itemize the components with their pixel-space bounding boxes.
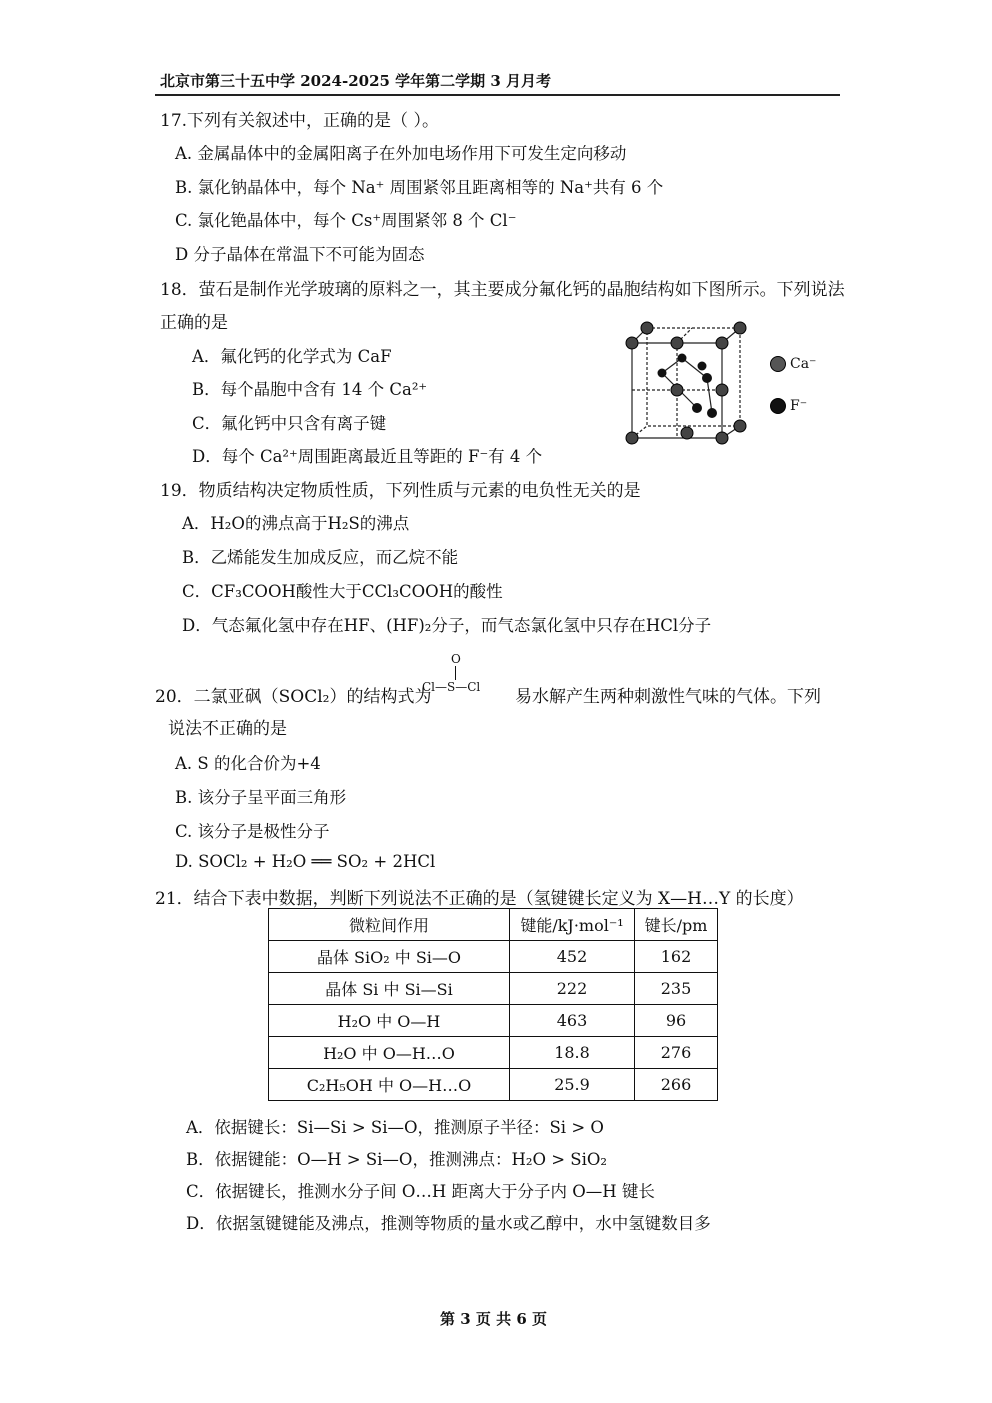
table-cell: H₂O 中 O—H	[269, 1005, 510, 1037]
table-header: 键长/pm	[635, 909, 718, 941]
table-row	[269, 1069, 718, 1101]
q20-option-c: C. 该分子是极性分子	[175, 822, 330, 841]
table-cell: 266	[635, 1069, 718, 1101]
q21-option-c: C．依据键长，推测水分子间 O…H 距离大于分子内 O—H 键长	[186, 1182, 655, 1201]
q21-option-d: D．依据氢键键能及沸点，推测等物质的量水或乙醇中，水中氢键数目多	[186, 1214, 711, 1233]
page-header: 北京市第三十五中学 2024-2025 学年第二学期 3 月月考	[160, 72, 552, 90]
table-header: 微粒间作用	[269, 909, 510, 941]
q20-option-d: D. SOCl₂ + H₂O ══ SO₂ + 2HCl	[175, 852, 436, 871]
table-header: 键能/kJ·mol⁻¹	[510, 909, 635, 941]
table-row	[269, 1037, 718, 1069]
bond-data-table	[268, 908, 718, 1101]
ca-marker-icon	[770, 356, 786, 372]
header-rule	[155, 94, 840, 96]
table-header-row	[269, 909, 718, 941]
q20-stem-line2: 说法不正确的是	[168, 719, 287, 739]
q18-stem-cont: 正确的是	[160, 313, 228, 333]
q17-option-b: B. 氯化钠晶体中，每个 Na⁺ 周围紧邻且距离相等的 Na⁺共有 6 个	[175, 178, 664, 197]
table-cell: 235	[635, 973, 718, 1005]
q17-option-a: A. 金属晶体中的金属阳离子在外加电场作用下可发生定向移动	[175, 144, 627, 163]
q19-stem: 19．物质结构决定物质性质，下列性质与元素的电负性无关的是	[160, 481, 641, 501]
table-cell: C₂H₅OH 中 O—H…O	[269, 1069, 510, 1101]
table-cell: H₂O 中 O—H…O	[269, 1037, 510, 1069]
q17-stem: 17.下列有关叙述中，正确的是（ ）。	[160, 111, 439, 131]
socl2-double-bond	[455, 666, 456, 680]
table-cell: 222	[510, 973, 635, 1005]
caf2-unit-cell-diagram	[612, 318, 762, 456]
table-cell: 452	[510, 941, 635, 973]
table-cell: 18.8	[510, 1037, 635, 1069]
q21-option-b: B．依据键能：O—H > Si—O，推测沸点：H₂O > SiO₂	[186, 1150, 608, 1169]
socl2-structure-row: Cl—S—Cl	[422, 680, 481, 694]
q18-option-d: D．每个 Ca²⁺周围距离最近且等距的 F⁻有 4 个	[192, 447, 543, 466]
table-cell: 276	[635, 1037, 718, 1069]
q20-stem-cont: 易水解产生两种刺激性气味的气体。下列	[515, 687, 821, 707]
table-cell: 463	[510, 1005, 635, 1037]
socl2-structure-o: O	[451, 652, 461, 666]
q18-option-c: C．氟化钙中只含有离子键	[192, 414, 387, 433]
table-row	[269, 941, 718, 973]
q17-option-d: D 分子晶体在常温下不可能为固态	[175, 245, 425, 264]
q21-option-a: A．依据键长：Si—Si > Si—O，推测原子半径：Si > O	[186, 1118, 604, 1137]
table-cell: 162	[635, 941, 718, 973]
q20-stem: 20．二氯亚砜（SOCl₂）的结构式为	[155, 687, 432, 707]
q20-option-b: B. 该分子呈平面三角形	[175, 788, 347, 807]
q19-option-d: D．气态氟化氢中存在HF、(HF)₂分子，而气态氯化氢中只存在HCl分子	[182, 616, 712, 635]
q18-option-b: B．每个晶胞中含有 14 个 Ca²⁺	[192, 380, 428, 399]
table-cell: 25.9	[510, 1069, 635, 1101]
table-cell: 96	[635, 1005, 718, 1037]
legend-f	[770, 398, 807, 414]
f-marker-icon	[770, 398, 786, 414]
q21-stem: 21．结合下表中数据，判断下列说法不正确的是（氢键键长定义为 X—H…Y 的长度）	[155, 889, 804, 909]
q18-stem: 18．萤石是制作光学玻璃的原料之一，其主要成分氟化钙的晶胞结构如下图所示。下列说法	[160, 280, 845, 300]
q19-option-c: C．CF₃COOH酸性大于CCl₃COOH的酸性	[182, 582, 503, 601]
table-cell: 晶体 Si 中 Si—Si	[269, 973, 510, 1005]
q19-option-a: A．H₂O的沸点高于H₂S的沸点	[182, 514, 410, 533]
q20-option-a: A. S 的化合价为+4	[175, 754, 321, 773]
legend-f-label: F⁻	[790, 398, 808, 414]
legend-ca	[770, 356, 816, 372]
q18-option-a: A．氟化钙的化学式为 CaF	[192, 347, 392, 366]
table-cell: 晶体 SiO₂ 中 Si—O	[269, 941, 510, 973]
q19-option-b: B．乙烯能发生加成反应，而乙烷不能	[182, 548, 459, 567]
q17-option-c: C. 氯化铯晶体中，每个 Cs⁺周围紧邻 8 个 Cl⁻	[175, 211, 517, 230]
table-row	[269, 1005, 718, 1037]
page-footer: 第 3 页 共 6 页	[440, 1310, 547, 1328]
table-row	[269, 973, 718, 1005]
legend-ca-label: Ca⁻	[790, 356, 817, 372]
